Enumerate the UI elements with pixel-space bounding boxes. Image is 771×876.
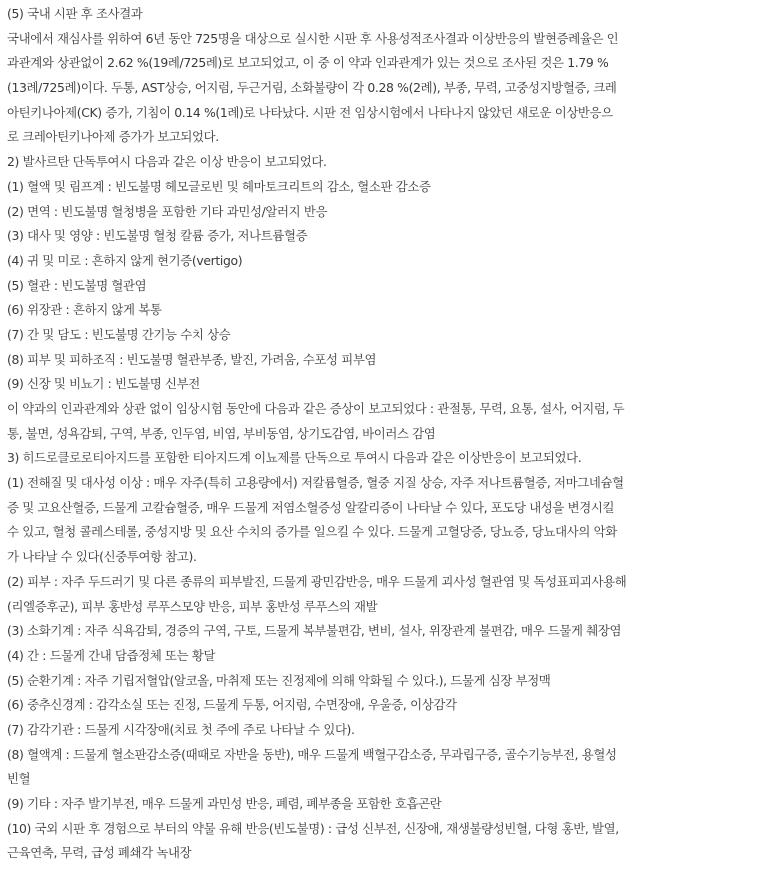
text-line: (2) 면역 : 빈도불명 혈청병을 포함한 기타 과민성/알러지 반응 bbox=[7, 203, 328, 219]
text-line: 가 나타날 수 있다(신중투여항 참고). bbox=[7, 549, 197, 565]
text-line: (6) 위장관 : 흔하지 않게 복통 bbox=[7, 302, 162, 318]
text-line: (5) 순환기계 : 자주 기립저혈압(알코올, 마취제 또는 진정제에 의해 악화될 수 있다.), 드물게 심장 부정맥 bbox=[7, 672, 551, 688]
text-line: 이 약과의 인과관계와 상관 없이 임상시험 동안에 다음과 같은 증상이 보고되었다 : 관절통, 무력, 요통, 설사, 어지럼, 두 bbox=[7, 401, 625, 416]
text-line: (9) 기타 : 자주 발기부전, 매우 드물게 과민성 반응, 폐렴, 폐부종을 포함한 호흡곤란 bbox=[7, 796, 442, 811]
text-line: (2) 피부 : 자주 두드러기 및 다른 종류의 피부발진, 드물게 광민감반응, 매우 드물게 괴사성 혈관염 및 독성표피괴사용해 bbox=[7, 573, 627, 589]
text-line: (7) 간 및 담도 : 빈도불명 간기능 수치 상승 bbox=[7, 326, 231, 342]
text-line: (7) 감각기관 : 드물게 시각장애(치료 첫 주에 주로 나타날 수 있다). bbox=[7, 721, 355, 737]
text-line: 과관계와 상관없이 2.62 %(19례/725례)로 보고되었고, 이 중 이 약과 인과관계가 있는 것으로 조사된 것은 1.79 % bbox=[7, 55, 609, 71]
text-line: 국내에서 재심사를 위하여 6년 동안 725명을 대상으로 실시한 시판 후 사용성적조사결과 이상반응의 발현증례율은 인 bbox=[7, 30, 619, 46]
text-line: (13례/725례)이다. 두통, AST상승, 어지럼, 두근거림, 소화불량이 각 0.28 %(2례), 부종, 무력, 고중성지방혈증, 크레 bbox=[7, 80, 617, 96]
text-line: (3) 소화기계 : 자주 식욕감퇴, 경증의 구역, 구토, 드물게 복부불편감, 변비, 설사, 위장관계 불편감, 매우 드물게 췌장염 bbox=[7, 623, 622, 639]
text-line: 증 및 고요산혈증, 드물게 고칼슘혈증, 매우 드물게 저염소혈증성 알칼리증이 나타날 수 있다, 포도당 내성을 변경시킬 bbox=[7, 499, 615, 515]
text-line: 근육연축, 무력, 급성 폐쇄각 녹내장 bbox=[7, 845, 192, 861]
text-line: (6) 중추신경계 : 감각소실 또는 진정, 드물게 두통, 어지럼, 수면장애, 우울증, 이상감각 bbox=[7, 697, 457, 713]
text-line: 2) 발사르탄 단독투여시 다음과 같은 이상 반응이 보고되었다. bbox=[7, 154, 327, 170]
text-line: (5) 국내 시판 후 조사결과 bbox=[7, 6, 143, 21]
text-line: (9) 신장 및 비뇨기 : 빈도불명 신부전 bbox=[7, 376, 200, 392]
text-line: 3) 히드로클로로티아지드를 포함한 티아지드계 이뇨제를 단독으로 투여시 다음과 같은 이상반응이 보고되었다. bbox=[7, 450, 582, 466]
text-line: (5) 혈관 : 빈도불명 혈관염 bbox=[7, 277, 147, 293]
text-line: (8) 혈액계 : 드물게 혈소판감소증(때때로 자반을 동반), 매우 드물게 백혈구감소증, 무과립구증, 골수기능부전, 용혈성 bbox=[7, 746, 617, 762]
document-body bbox=[7, 2, 765, 866]
text-line: (리엘증후군), 피부 홍반성 루푸스모양 반응, 피부 홍반성 루푸스의 재발 bbox=[7, 598, 378, 614]
text-line: 수 있고, 혈청 콜레스테롤, 중성지방 및 요산 수치의 증가를 일으킬 수 있다. 드물게 고혈당증, 당뇨증, 당뇨대사의 악화 bbox=[7, 524, 617, 540]
text-line: (4) 간 : 드물게 간내 담즙정체 또는 황달 bbox=[7, 647, 216, 663]
text-line: 아틴키나아제(CK) 증가, 기침이 0.14 %(1례)로 나타났다. 시판 전 임상시험에서 나타나지 않았던 새로운 이상반응으 bbox=[7, 104, 613, 120]
text-line: (4) 귀 및 미로 : 흔하지 않게 현기증(vertigo) bbox=[7, 252, 243, 268]
text-line: (3) 대사 및 영양 : 빈도불명 혈청 칼륨 증가, 저나트륨혈증 bbox=[7, 228, 308, 244]
text-line: (8) 피부 및 피하조직 : 빈도불명 혈관부종, 발진, 가려움, 수포성 피부염 bbox=[7, 351, 377, 367]
text-line: (10) 국외 시판 후 경험으로 부터의 약물 유해 반응(빈도불명) : 급성 신부전, 신장애, 재생불량성빈혈, 다형 홍반, 발열, bbox=[7, 820, 619, 836]
text-line: 통, 불면, 성욕감퇴, 구역, 부종, 인두염, 비염, 부비동염, 상기도감염, 바이러스 감염 bbox=[7, 425, 436, 441]
text-line: 빈혈 bbox=[7, 771, 31, 787]
text-line: 로 크레아틴키나아제 증가가 보고되었다. bbox=[7, 129, 219, 145]
text-line: (1) 혈액 및 림프계 : 빈도불명 헤모글로빈 및 헤마토크리트의 감소, 혈소판 감소증 bbox=[7, 178, 431, 194]
text-line: (1) 전해질 및 대사성 이상 : 매우 자주(특히 고용량에서) 저칼륨혈증, 혈중 지질 상승, 자주 저나트륨혈증, 저마그네슘혈 bbox=[7, 475, 624, 491]
